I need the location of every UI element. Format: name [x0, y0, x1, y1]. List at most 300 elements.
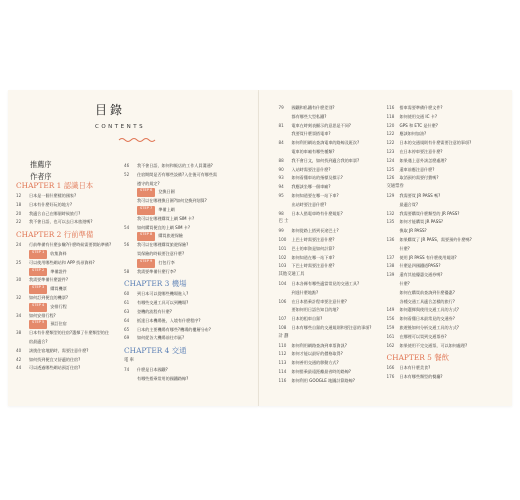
toc-entry	[279, 289, 385, 298]
page-number: 138	[386, 263, 395, 269]
entry-title: 我可以在哪裡換日圓?如何兌換到划算?	[137, 198, 207, 204]
page-number: 112	[278, 351, 287, 357]
page-number: 52	[124, 171, 130, 177]
entry-title: 日本有什麼好玩的地方?	[29, 201, 73, 207]
toc-entry	[279, 245, 385, 254]
entry-title: 換取 JR PASS?	[399, 228, 427, 234]
page-number: 120	[386, 122, 395, 128]
toc-entry	[16, 276, 124, 285]
toc-entry	[279, 280, 385, 289]
page-number: 22	[16, 219, 22, 225]
toc-entry	[124, 268, 256, 277]
toc-entry	[387, 280, 511, 289]
entry-title: 如何安排行程?	[29, 312, 56, 318]
page-number	[16, 303, 29, 312]
entry-title: 在哪裡可以買到交通票券?	[399, 333, 447, 339]
page-number: 137	[386, 254, 395, 260]
toc-entry	[279, 210, 385, 219]
step-badge: STEP 1	[29, 250, 47, 259]
toc-entry	[279, 122, 385, 131]
toc-entry	[387, 166, 511, 175]
toc-entry	[279, 368, 385, 377]
entry-title: 我應該坐哪一個車廂?	[291, 184, 331, 190]
entry-title: 如何才能購買 JR PASS?	[399, 219, 444, 225]
entry-title: 什麼?	[399, 245, 410, 251]
entry-title: 日本是一個什麼樣的國家?	[29, 193, 77, 198]
entry-title: 電車在時刻表顯示的意思是不同?	[291, 122, 351, 128]
step-entry	[124, 259, 256, 268]
page-number: 95	[278, 192, 284, 198]
toc-entry	[124, 290, 256, 299]
page-number	[124, 250, 137, 259]
page-number: 135	[386, 219, 395, 225]
toc-entry	[279, 192, 385, 201]
page-number: 88	[278, 157, 284, 163]
page-number	[16, 320, 29, 329]
toc-entry	[387, 236, 511, 245]
page-number: 124	[386, 157, 395, 163]
entry-title: 如果遇上意外該怎麼處理?	[399, 157, 447, 163]
toc-entry	[279, 148, 385, 157]
page-number	[279, 113, 292, 122]
toc-entry	[387, 289, 511, 298]
page-number: 90	[278, 166, 284, 172]
entry-title: 住宿期間是否有哪些設備?入住後可有哪些需	[137, 171, 217, 177]
page-number: 100	[278, 236, 287, 242]
entry-title: 旅遊後如何分析交通工具的方式?	[399, 324, 459, 330]
step-entry	[16, 320, 124, 329]
toc-entry	[279, 377, 385, 386]
step-entry	[124, 188, 256, 197]
entry-title: 我需要買 JR PASS 嗎?	[399, 192, 441, 198]
page-number	[279, 148, 292, 157]
toc-entry	[387, 254, 511, 263]
entry-title: 有哪些搭乘常用的國鐵路線?	[137, 375, 189, 381]
entry-title: 有哪些交通工具可以到機場?	[137, 300, 189, 306]
entry-title: 出站時要注意什麼?	[291, 201, 327, 207]
entry-title: 在日本搭乘計程車要注意什麼?	[291, 298, 347, 304]
page-number: 94	[278, 184, 284, 190]
step-entry	[16, 250, 124, 259]
page-number: 38	[16, 330, 22, 336]
step-label: 預訂住宿	[50, 321, 67, 327]
page-number	[124, 197, 137, 206]
toc-entry	[279, 130, 385, 139]
page-number: 99	[278, 228, 284, 234]
toc-entry	[279, 166, 385, 175]
page-number: 24	[16, 242, 22, 248]
entry-title: 可以使用哪些網站和 APP 找尋資料?	[29, 259, 95, 265]
page-number	[16, 268, 29, 277]
page-number: 98	[278, 210, 284, 216]
step-badge: STEP 3	[29, 285, 47, 294]
entry-title: 如何從各大機場前往市區?	[137, 335, 185, 341]
toc-entry	[387, 201, 511, 210]
entry-title: 可以透過哪些網站預訂住宿?	[29, 365, 81, 371]
step-label: 收集資料	[50, 250, 67, 256]
entry-title: 要如何用日語告知目的地?	[291, 307, 339, 313]
page-number: 101	[278, 245, 287, 251]
page-number: 123	[386, 148, 395, 154]
toc-entry	[16, 338, 124, 347]
toc-entry	[387, 262, 511, 271]
entry-title: 如何知道要在哪一站下車?	[291, 192, 339, 198]
page-number: 44	[16, 365, 22, 371]
entry-title: 日本的主要機場有哪些?機場的樓層分布?	[137, 326, 211, 332]
page-number: 84	[278, 140, 284, 146]
page-number: 125	[386, 166, 395, 172]
chapter-heading: CHAPTER 5 餐飲	[386, 353, 449, 363]
page-number: 156	[386, 316, 395, 322]
page-number	[124, 215, 137, 224]
wave-decoration-icon	[118, 137, 156, 143]
page-number: 56	[124, 242, 130, 248]
toc-entry	[387, 148, 511, 157]
page-number: 79	[278, 105, 284, 110]
toc-entry	[124, 299, 256, 308]
page-number: 42	[16, 356, 22, 362]
entry-title: 什麼?	[399, 280, 410, 286]
toc-entry	[279, 174, 385, 183]
entry-title: 我需要準備什麼行李?	[137, 268, 177, 274]
entry-title: 如何訂到便宜的機票?	[29, 294, 69, 300]
page-number	[124, 188, 137, 197]
section-heading: 電 車	[124, 358, 134, 364]
page-number: 118	[386, 113, 395, 119]
entry-title: 我可以在哪裡購買旅遊保險?	[137, 242, 189, 248]
toc-entry	[279, 201, 385, 210]
toc-entry	[124, 162, 256, 171]
toc-entry	[124, 215, 256, 224]
page-number: 46	[124, 163, 130, 168]
step-label: 準備證件	[50, 268, 67, 274]
entry-title: 如果使用不完交通票，可以如何處理?	[399, 342, 468, 348]
page-number: 102	[278, 254, 287, 260]
page-number: 103	[278, 263, 287, 269]
toc-entry	[124, 250, 256, 259]
step-label: 兌換日圓	[158, 189, 175, 195]
step-badge: STEP 2	[29, 268, 47, 277]
toc-entry	[279, 342, 385, 351]
entry-title: 買保險的時候要注意什麼?	[137, 250, 185, 256]
toc-entry	[279, 350, 385, 359]
page-number: 30	[16, 277, 22, 283]
entry-title: 到日本可以從哪些機場進入?	[137, 291, 189, 297]
entry-title: 登機的流程有什麼?	[137, 308, 172, 314]
toc-entry	[387, 333, 511, 342]
toc-entry	[387, 210, 511, 219]
entry-title: 下巴士時需要注意什麼?	[291, 263, 335, 269]
toc-entry	[279, 298, 385, 307]
entry-title: 最適合買?	[399, 201, 419, 207]
entry-title: 如果購買了 JR PASS，需要預約什麼嗎?	[399, 236, 472, 242]
entry-title: 如何在購買前查詢到什麼優惠?	[399, 289, 455, 295]
page-number	[16, 285, 29, 294]
entry-title: 日本的交通規則有什麼需要注意的事項?	[399, 140, 472, 146]
page-number	[124, 232, 137, 241]
entry-title: 我不會日語，如何和飯店的工作人員溝通?	[137, 163, 213, 168]
page-number	[279, 306, 292, 315]
entry-title: 抵達日本機場後，入境有什麼程序?	[137, 317, 201, 323]
toc-entry	[387, 306, 511, 315]
page-number: 159	[386, 324, 395, 330]
page-number	[124, 180, 137, 189]
page-number: 32	[16, 294, 22, 300]
page-number: 104	[278, 280, 287, 286]
entry-title: 巴士的車資是如何計算?	[291, 245, 335, 251]
toc-entry	[387, 373, 511, 382]
entry-title: 日本有哪些類型的餐廳?	[399, 374, 443, 380]
entry-title: 入站時需要注意什麼?	[291, 166, 331, 172]
entry-title: 日本的租車自駕?	[291, 316, 323, 322]
step-badge: STEP 9	[137, 259, 155, 268]
toc-entry	[279, 315, 385, 324]
page-number: 106	[278, 298, 287, 304]
page-number: 93	[278, 175, 284, 181]
entry-title: 各種交通工具適合怎樣的旅行?	[399, 298, 455, 304]
toc-entry	[124, 241, 256, 250]
toc-entry	[124, 180, 256, 189]
step-entry	[16, 268, 124, 277]
entry-title: 什麼是日本國鐵?	[137, 366, 168, 372]
toc-entry	[16, 356, 124, 365]
page-number: 132	[386, 210, 395, 216]
toc-entry	[16, 210, 124, 219]
toc-entry	[279, 104, 385, 113]
entry-title: 如何購買便宜的上網 SIM 卡?	[137, 224, 191, 230]
section-heading: 交通票券	[386, 184, 404, 190]
page-number: 12	[16, 193, 22, 198]
page-number: 166	[386, 365, 395, 371]
step-badge: STEP 7	[137, 206, 155, 215]
page-number	[387, 280, 400, 289]
chapter-heading: CHAPTER 3 機場	[124, 279, 187, 289]
step-entry	[16, 303, 124, 312]
toc-entry	[16, 259, 124, 268]
toc-entry	[124, 375, 256, 384]
toc-entry	[387, 342, 511, 351]
book-spread	[8, 90, 512, 406]
page-number: 25	[16, 259, 22, 265]
right-column-a	[279, 104, 385, 386]
entry-title: 什麼是四國鐵道PASS?	[399, 263, 441, 269]
toc-entry	[387, 245, 511, 254]
entry-title: 我適合自己在哪個時候旅行?	[29, 210, 81, 216]
page-number	[124, 259, 137, 268]
page-subtitle: CONTENTS	[95, 124, 146, 130]
preface-author: 作者序	[30, 172, 52, 181]
entry-title: 如何看懂日本最常見的交通券?	[399, 316, 455, 322]
page-number: 58	[124, 268, 130, 274]
toc-entry	[279, 157, 385, 166]
page-number: 116	[386, 105, 395, 110]
entry-title: 該挑住宿地點時，需要注意什麼?	[29, 347, 89, 353]
entry-title: 到達什麼地點?	[291, 289, 319, 295]
toc-entry	[387, 157, 511, 166]
toc-entry	[387, 104, 511, 113]
page-number	[387, 298, 400, 307]
step-entry	[124, 206, 256, 215]
toc-entry	[16, 241, 124, 250]
section-heading: 計 劃	[278, 333, 289, 339]
left-column-b	[124, 162, 256, 384]
page-number: 113	[278, 360, 287, 366]
toc-entry	[387, 298, 511, 307]
page-number: 116	[278, 377, 287, 383]
toc-entry	[279, 254, 385, 263]
entry-title: 我不會日語，也可以去日本旅遊嗎?	[29, 219, 93, 225]
page-number: 161	[386, 333, 395, 339]
page-number: 176	[386, 374, 395, 380]
entry-title: 行前準備有什麼步驟?什麼時候需要開始準備?	[29, 242, 112, 248]
entry-title: 日本有什麼美食?	[399, 365, 431, 371]
toc-entry	[279, 227, 385, 236]
step-entry	[124, 232, 256, 241]
toc-entry	[279, 139, 385, 148]
entry-title: 還有其他優惠交通券嗎?	[399, 272, 443, 278]
step-badge: STEP 6	[137, 188, 155, 197]
toc-entry	[387, 192, 511, 201]
page-number	[387, 289, 400, 298]
entry-title: 如何利用網站查詢電車的路線及班次?	[291, 140, 360, 146]
entry-title: GPS 和 ETC 是什麼?	[399, 122, 438, 128]
toc-entry	[387, 218, 511, 227]
left-column-a	[16, 178, 124, 373]
page-number: 114	[278, 368, 287, 374]
page-number: 122	[386, 140, 395, 146]
page-number	[279, 201, 292, 210]
entry-title: 如何才能以最好的價格取得?	[291, 351, 343, 357]
entry-title: 都有哪些大型私鐵?	[291, 113, 327, 119]
page-number: 110	[278, 342, 287, 348]
entry-title: 如何利用 GOOGLE 地圖計算路線?	[291, 377, 355, 383]
toc-entry	[387, 324, 511, 333]
page-number: 122	[386, 131, 395, 137]
toc-entry	[124, 308, 256, 317]
toc-entry	[387, 130, 511, 139]
toc-entry	[387, 364, 511, 373]
entry-title: 如何選擇與使用交通工具的方式?	[399, 307, 459, 313]
page-number	[387, 245, 400, 254]
entry-title: 如何從路上搭到長途巴士?	[291, 228, 339, 234]
page-number: 63	[124, 308, 130, 314]
page-number: 108	[278, 324, 287, 330]
toc-entry	[124, 334, 256, 343]
page-number: 136	[386, 236, 395, 242]
entry-title: 我需要準備什麼證件?	[29, 277, 69, 283]
page-number: 149	[386, 307, 395, 313]
page-number: 69	[124, 335, 130, 341]
toc-entry	[124, 326, 256, 335]
toc-entry	[16, 329, 124, 338]
page-number: 107	[278, 316, 287, 322]
page-number	[279, 130, 292, 139]
entry-title: 日本有什麼類型的住宿?選擇了什麼類型的住	[29, 330, 109, 336]
entry-title: 如何善用交通的移動方式?	[291, 360, 339, 366]
entry-title: 應該如何加油?	[399, 131, 427, 137]
page-number: 20	[16, 210, 22, 216]
toc-entry	[387, 122, 511, 131]
page-title: 目錄	[95, 103, 126, 117]
toc-entry	[279, 236, 385, 245]
page-number: 162	[386, 342, 395, 348]
chapter-heading: CHAPTER 1 認識日本	[16, 181, 94, 190]
entry-title: 電車的車廂有哪些種類?	[291, 148, 335, 154]
toc-entry	[124, 171, 256, 180]
entry-title: 在日本停車要注意什麼?	[399, 148, 443, 154]
preface-recommend: 推薦序	[30, 160, 52, 169]
toc-entry	[387, 113, 511, 122]
toc-entry	[16, 192, 124, 201]
toc-entry	[16, 347, 124, 356]
step-label: 購買旅遊保險	[158, 233, 183, 239]
page-number: 61	[124, 300, 130, 306]
page-number: 65	[124, 326, 130, 332]
step-label: 安排行程	[50, 303, 67, 309]
section-heading: 其他交通工具	[278, 272, 305, 278]
chapter-heading: CHAPTER 4 交通	[124, 346, 187, 356]
toc-entry	[387, 315, 511, 324]
entry-title: 取消預約需要付費嗎?	[399, 175, 439, 181]
entry-title: 我要買什麼票搭電車?	[291, 131, 331, 137]
toc-entry	[279, 306, 385, 315]
page-number: 129	[386, 192, 395, 198]
toc-entry	[279, 324, 385, 333]
toc-entry	[16, 364, 124, 373]
toc-entry	[124, 197, 256, 206]
page-number	[387, 227, 400, 236]
page-number: 126	[386, 175, 395, 181]
toc-entry	[16, 294, 124, 303]
page-number	[16, 338, 29, 347]
entry-title: 如何利用網路查詢到車票資訊?	[291, 342, 347, 348]
entry-title: 日本各縣有哪些適當常見的交通工具?	[291, 280, 360, 286]
page-number	[387, 201, 400, 210]
entry-title: 宿最適合?	[29, 338, 48, 344]
entry-title: 我可以在哪裡購買上網 SIM 卡?	[137, 215, 195, 221]
step-entry	[16, 285, 124, 294]
section-heading: 巴 士	[278, 219, 289, 225]
page-number: 81	[278, 122, 284, 128]
toc-entry	[124, 366, 256, 375]
entry-title: 上巴士時需要注意什麼?	[291, 236, 335, 242]
entry-title: 如何看懂車站的指標及標示?	[291, 175, 343, 181]
toc-entry	[279, 262, 385, 271]
toc-entry	[16, 218, 124, 227]
entry-title: 如何找到便宜又舒適的住宿?	[29, 356, 81, 362]
page-number	[124, 375, 137, 384]
entry-title: 國鐵和私鐵有什麼差別?	[291, 105, 335, 110]
entry-title: 使用 JR PASS 有什麼使用規則?	[399, 254, 457, 260]
page-number: 139	[386, 272, 395, 278]
step-badge: STEP 4	[29, 303, 47, 312]
page-number: 74	[124, 366, 130, 372]
entry-title: 如何使用交通 IC 卡?	[399, 113, 437, 119]
step-label: 準備上網	[158, 206, 175, 212]
entry-title: 如何知道在哪一站下車?	[291, 254, 335, 260]
toc-entry	[279, 113, 385, 122]
page-number	[16, 250, 29, 259]
toc-entry	[387, 227, 511, 236]
page-number: 34	[16, 312, 22, 318]
entry-title: 如何搭乘最遠距離最省時的路線?	[291, 368, 351, 374]
entry-title: 遵守的規定?	[137, 180, 160, 186]
page-number	[124, 206, 137, 215]
toc-entry	[387, 271, 511, 280]
toc-entry	[124, 224, 256, 233]
page-number: 40	[16, 347, 22, 353]
step-label: 打包行李	[158, 259, 175, 265]
